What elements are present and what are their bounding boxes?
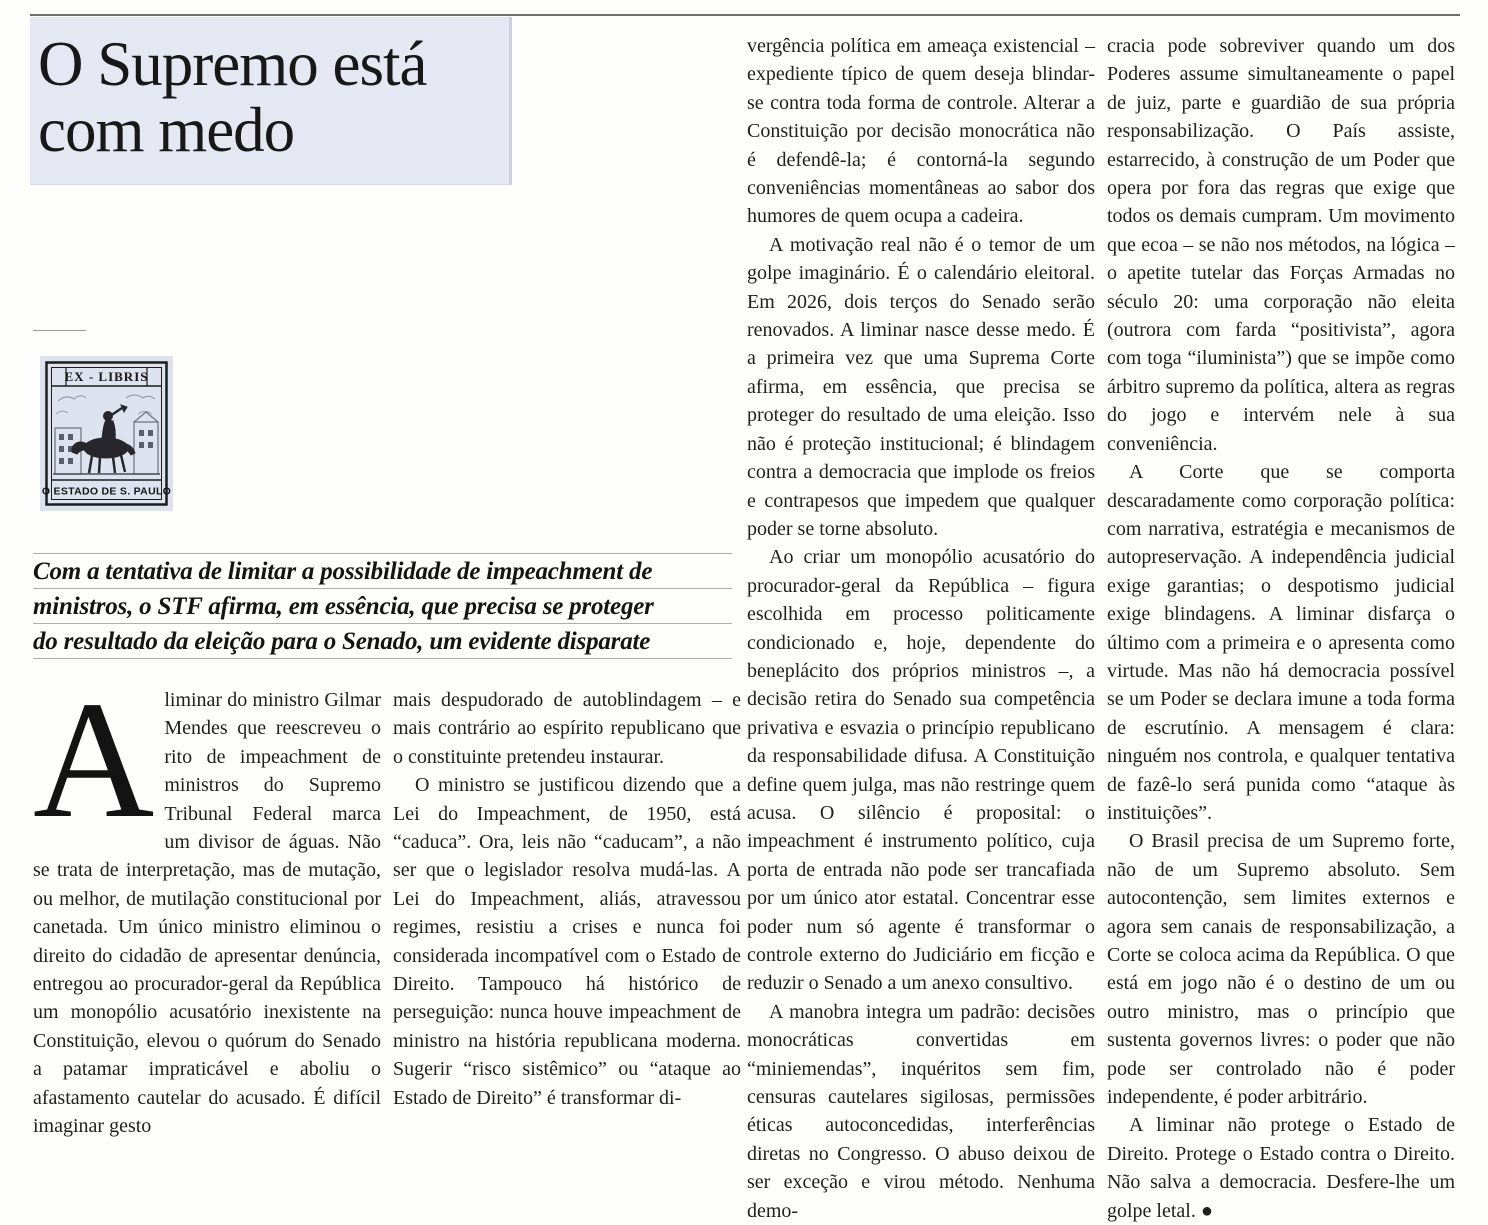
standfirst-line-1: Com a tentativa de limitar a possibilidade de impeachment de [33,553,732,588]
headline-block [30,17,512,185]
body-column-4 [1107,32,1455,1222]
top-rule [30,14,1460,16]
paragraph: Ao criar um monopólio acusatório do procurador-geral da República – figura escolhida em processo politicamente condicionado e, hoje, dependente do beneplácito dos próprios ministros –, a decisão retira do Senado sua competência privativa e esvazia o princípio republicano da responsabilidade difusa. A Constituição define quem julga, mas não restringe quem acusa. O silêncio é proposital: o impeachment é instrumento político, cuja porta de entrada não pode ser trancafiada por um único ator estatal. Concentrar esse poder num só agente é transformar o controle externo do Judiciário em ficção e reduzir o Senado a um anexo consultivo. [747,546,1095,995]
exlibris-top-label: EX - LIBRIS [64,369,149,384]
paragraph: mais despudorado de autoblindagem – e mais contrário ao espírito republicano que o constituinte pretendeu instaurar. [393,689,741,768]
headline-line-1: O Supremo está [38,29,427,99]
exlibris-bottom-label: O ESTADO DE S. PAULO [41,485,172,498]
paragraph: O Brasil precisa de um Supremo forte, não de um Supremo absoluto. Sem autocontenção, sem limites externos e agora sem canais de responsabilização, a Corte se coloca acima da República. O que está em jogo não é o destino de um ou outro ministro, mas o princípio que sustenta governos livres: o poder que não pode ser controlado não é poder independente, é poder arbitrário. [1107,830,1455,1109]
paragraph: A manobra integra um padrão: decisões monocráticas convertidas em “miniemendas”, inquéritos sem fim, censuras cautelares sigilosas, permissões éticas autoconcedidas, interferências diretas no Congresso. O abuso deixou de ser exceção e virou método. Nenhuma demo- [747,1000,1095,1222]
paragraph: A liminar não protege o Estado de Direito. Protege o Estado contra o Direito. Não salva a democracia. Desfere-lhe um golpe letal. ● [1107,1114,1455,1222]
standfirst-bottom-rule [33,658,732,659]
body-column-1 [33,667,381,1138]
standfirst [33,553,732,659]
paragraph: A motivação real não é o temor de um golpe imaginário. É o calendário eleitoral. Em 2026, dois terços do Senado serão renovados. A liminar nasce desse medo. É a primeira vez que uma Suprema Corte afirma, em essência, que precisa se proteger do resultado de uma eleição. Isso não é proteção institucional; é blindagem contra a democracia que implode os freios e contrapesos que impedem que qualquer poder se torne absoluto. [747,233,1095,540]
paragraph: O ministro se justificou dizendo que a Lei do Impeachment, de 1950, está “caduca”. Ora, leis não “caducam”, a não ser que o legislador resolva mudá-las. A Lei do Impeachment, aliás, atravessou regimes, resistiu a crises e nunca foi considerada incompatível com o Estado de Direito. Tampouco há histórico de perseguição: nunca houve impeachment de ministro na história republicana moderna. Sugerir “risco sistêmico” ou “ataque ao Estado de Direito” é transformar di- [393,774,741,1109]
body-column-3 [747,32,1095,1222]
exlibris-stamp [40,356,173,511]
standfirst-line-3: do resultado da eleição para o Senado, um evidente disparate [33,623,732,658]
exlibris-illustration [40,356,173,511]
paragraph: cracia pode sobreviver quando um dos Poderes assume simultaneamente o papel de juiz, parte e guardião de sua própria responsabilização. O País assiste, estarrecido, à construção de um Poder que opera por fora das regras que exige que todos os demais cumpram. Um movimento que ecoa – se não nos métodos, na lógica – o apetite tutelar das Forças Armadas no século 20: uma corporação não eleita (outrora com farda “positivista”, agora com toga “iluminista”) que se impõe como árbitro supremo da política, altera as regras do jogo e intervém nele à sua conveniência. [1107,35,1455,455]
byline-rule [33,330,86,331]
paragraph: Aliminar do ministro Gilmar Mendes que reescreveu o rito de impeachment de ministros do Supremo Tribunal Federal marca um divisor de águas. Não se trata de interpretação, mas de mutação, ou melhor, de mutilação constitucional por canetada. Um único ministro eliminou o direito do cidadão de apresentar denúncia, entregou ao procurador-geral da República um monopólio acusatório inexistente na Constituição, elevou o quórum do Senado a patamar impraticável e aboliu o afastamento cautelar do acusado. É difícil imaginar gesto [33,667,381,1138]
body-column-2 [393,686,741,1109]
standfirst-line-2: ministros, o STF afirma, em essência, que precisa se proteger [33,588,732,623]
drop-cap: A [33,667,155,853]
headline [38,31,509,163]
paragraph: A Corte que se comporta descaradamente como corporação política: com narrativa, estratégia e mecanismos de autopreservação. A independência judicial exige garantias; o despotismo judicial exige blindagens. A liminar disfarça o último com a primeira e o apresenta como virtude. Mas não há democracia possível se um Poder se declara imune a toda forma de escrutínio. A mensagem é clara: ninguém nos controla, e qualquer tentativa de fazê-lo será punida como “ataque às instituições”. [1107,461,1455,824]
headline-line-2: com medo [38,95,295,165]
paragraph: vergência política em ameaça existencial – expediente típico de quem deseja blindar-se contra toda forma de controle. Alterar a Constituição por decisão monocrática não é defendê-la; é contorná-la segundo conveniências momentâneas ao sabor dos humores de quem ocupa a cadeira. [747,35,1095,228]
